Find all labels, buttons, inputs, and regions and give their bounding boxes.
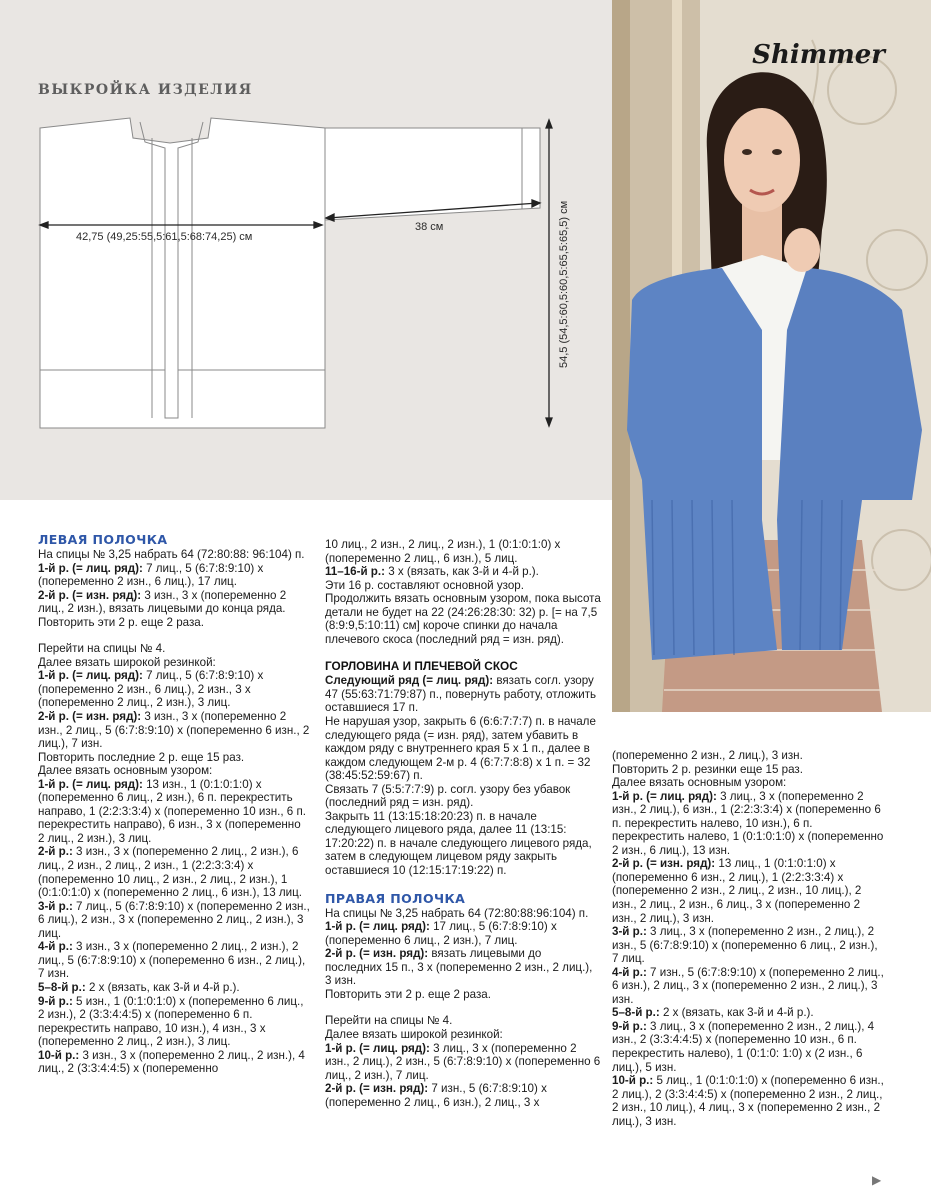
instruction-text: Далее вязать основным узором: <box>38 764 213 778</box>
instruction-paragraph <box>612 749 884 763</box>
instruction-text: 3 изн., 3 х (попеременно 2 лиц., 2 изн.), 4 лиц., 2 (3:3:4:4:5) х (попеременно <box>38 1048 305 1076</box>
instruction-text: 17 лиц., 5 (6:7:8:9:10) х (попеременно 6 лиц., 2 изн.), 7 лиц. <box>325 920 557 947</box>
instruction-text: Перейти на спицы № 4. <box>38 642 166 656</box>
instruction-text: 7 лиц., 5 (6:7:8:9:10) х (попеременно 2 изн., 6 лиц.), 2 изн., 3 х (попеременно 2 лиц., 2 изн.), 3 лиц. <box>38 669 264 710</box>
cardigan-schematic <box>0 0 612 500</box>
instruction-text: (попеременно 2 изн., 2 лиц.), 3 изн. <box>612 749 803 762</box>
instruction-paragraph <box>325 592 601 646</box>
paragraph-spacer <box>325 1001 601 1014</box>
row-label: 3-й р.: <box>612 925 647 939</box>
instruction-text: 3 лиц., 3 х (попеременно 2 изн., 2 лиц.), 2 изн., 5 (6:7:8:9:10) х (попеременно 6 лиц., 2 изн.), 7 лиц. <box>325 1041 601 1082</box>
instruction-paragraph <box>325 947 601 988</box>
row-label: 1-й р. (= лиц. ряд): <box>38 669 143 683</box>
instruction-paragraph <box>38 764 310 778</box>
instruction-text: 3 лиц., 3 х (попеременно 2 изн., 2 лиц.), 2 изн., 5 (6:7:8:9:10) х (попеременно 6 лиц., 2 изн.), 7 лиц. <box>612 925 878 966</box>
instruction-paragraph <box>325 1014 601 1028</box>
row-label: 4-й р.: <box>612 965 647 979</box>
instruction-text: 10 лиц., 2 изн., 2 лиц., 2 изн.), 1 (0:1:0:1:0) х (попеременно 2 лиц., 6 изн.), 5 лиц. <box>325 538 561 565</box>
instruction-paragraph <box>612 966 884 1007</box>
sleeve-dimension: 38 см <box>415 221 444 233</box>
instruction-text: Закрыть 11 (13:15:18:20:23) п. в начале следующего лицевого ряда, далее 11 (13:15: 17:20:22) п. в начале следующего лицевого ряда, затем в следующем лицевом ряду закрыть оставшиеся 10 (12:15:17:19:22) п. <box>325 809 592 878</box>
instruction-paragraph <box>325 579 601 593</box>
instruction-text: На спицы № 3,25 набрать 64 (72:80:88: 96:104) п. <box>38 548 305 561</box>
instruction-text: На спицы № 3,25 набрать 64 (72:80:88:96:104) п. <box>325 906 589 920</box>
row-label: 9-й р.: <box>612 1019 647 1033</box>
row-label: 1-й р. (= лиц. ряд): <box>612 789 717 803</box>
instruction-text: 7 изн., 5 (6:7:8:9:10) х (попеременно 2 лиц., 6 изн.), 2 лиц., 3 х (попеременно 2 изн., 2 лиц.), 3 изн. <box>612 965 884 1006</box>
row-label: 2-й р.: <box>38 845 73 859</box>
row-label: 2-й р. (= изн. ряд): <box>325 1082 429 1096</box>
row-label: 11–16-й р.: <box>325 565 385 579</box>
paragraph-spacer <box>38 629 310 642</box>
paragraph-spacer <box>325 878 601 891</box>
instruction-text: Повторить последние 2 р. еще 15 раз. <box>38 750 245 764</box>
row-label: 1-й р. (= лиц. ряд): <box>325 920 430 934</box>
instruction-paragraph <box>38 1049 310 1076</box>
instruction-text: Перейти на спицы № 4. <box>325 1014 453 1028</box>
instruction-text: Эти 16 р. составляют основной узор. <box>325 578 524 592</box>
row-label: 3-й р.: <box>38 899 73 913</box>
instruction-text: 2 х (вязать, как 3-й и 4-й р.). <box>85 980 240 994</box>
instruction-text: вязать согл. узору 47 (55:63:71:79:87) п., повернуть работу, отложить оставшиеся 17 п. <box>325 674 597 715</box>
length-dimension: 54,5 (54,5:60,5:60,5:65,5:65,5) см <box>558 200 570 368</box>
instruction-text: вязать лицевыми до последних 15 п., 3 х (попеременно 2 изн., 2 лиц.), 3 изн. <box>325 947 593 988</box>
instruction-paragraph <box>38 669 310 710</box>
row-label: 9-й р.: <box>38 994 73 1008</box>
instruction-paragraph <box>325 783 601 810</box>
schematic-title: ВЫКРОЙКА ИЗДЕЛИЯ <box>38 82 253 98</box>
instruction-paragraph <box>325 1042 601 1083</box>
row-label: Следующий ряд (= лиц. ряд): <box>325 674 494 688</box>
section-heading: ЛЕВАЯ ПОЛОЧКА <box>38 532 168 547</box>
instruction-paragraph <box>325 538 601 565</box>
instruction-paragraph <box>612 925 884 966</box>
instruction-text: 13 изн., 1 (0:1:0:1:0) х (попеременно 6 лиц., 2 изн.), 6 п. перекрестить направо, 1 (2:2:3:3:4) х (попеременно 10 изн., 6 п. перекрестить направо), 6 изн., 3 х (попеременно 2 лиц., 2 изн.), 3 лиц. <box>38 777 306 845</box>
instruction-paragraph <box>38 940 310 981</box>
instruction-text: Продолжить вязать основным узором, пока высота детали не будет на 22 (24:26:28:30: 32) р. [= на 7,5 (8:9:9,5:10:11) см] короче спинки до начала плечевого скоса (последний ряд = изн. ряд). <box>325 592 601 646</box>
instruction-paragraph <box>38 981 310 995</box>
instruction-text: Повторить 2 р. резинки еще 15 раз. <box>612 762 803 776</box>
instruction-text: 5 лиц., 1 (0:1:0:1:0) х (попеременно 6 изн., 2 лиц.), 2 (3:3:4:4:5) х (попеременно 2 изн., 2 лиц., 2 изн., 10 лиц.), 4 лиц., 3 х (попеременно 2 изн., 2 лиц.), 3 изн. <box>612 1074 884 1128</box>
instruction-paragraph <box>325 715 601 783</box>
instruction-paragraph <box>325 810 601 878</box>
instruction-paragraph <box>38 900 310 941</box>
instruction-text: 7 изн., 5 (6:7:8:9:10) х (попеременно 2 лиц., 6 изн.), 2 лиц., 3 х <box>325 1082 547 1109</box>
text-column-2 <box>325 538 601 1109</box>
instruction-paragraph <box>325 565 601 579</box>
instruction-paragraph <box>38 616 310 630</box>
instruction-text: 7 лиц., 5 (6:7:8:9:10) х (попеременно 2 изн., 6 лиц.), 17 лиц. <box>38 561 264 589</box>
instruction-text: Повторить эти 2 р. еще 2 раза. <box>325 987 491 1001</box>
instruction-text: Далее вязать широкой резинкой: <box>38 655 216 669</box>
next-page-arrow-icon: ▶ <box>872 1173 882 1187</box>
subsection-heading: ГОРЛОВИНА И ПЛЕЧЕВОЙ СКОС <box>325 659 518 674</box>
instruction-paragraph <box>38 751 310 765</box>
instruction-paragraph <box>612 776 884 790</box>
instruction-paragraph <box>325 674 601 715</box>
instruction-text: 3 лиц., 3 х (попеременно 2 изн., 2 лиц.), 4 изн., 2 (3:3:4:4:5) х (попеременно 10 изн., 6 п. перекрестить налево), 1 (0:1:0: 1:0) х (2 изн., 6 лиц.), 5 изн. <box>612 1019 875 1074</box>
model-photo <box>612 0 931 712</box>
row-label: 2-й р. (= изн. ряд): <box>38 710 142 724</box>
instruction-text: 2 х (вязать, как 3-й и 4-й р.). <box>659 1006 814 1020</box>
instruction-text: 3 х (вязать, как 3-й и 4-й р.). <box>384 565 539 579</box>
instruction-paragraph <box>612 1074 884 1128</box>
instruction-paragraph <box>612 1020 884 1074</box>
row-label: 2-й р. (= изн. ряд): <box>38 588 142 602</box>
instruction-paragraph <box>325 1082 601 1109</box>
instruction-text: Связать 7 (5:5:7:7:9) р. согл. узору без убавок (последний ряд = изн. ряд). <box>325 782 571 810</box>
instruction-paragraph <box>38 710 310 751</box>
instruction-paragraph <box>325 1028 601 1042</box>
row-label: 4-й р.: <box>38 940 73 954</box>
instruction-paragraph <box>325 907 601 921</box>
instruction-text: 3 изн., 3 х (попеременно 2 лиц., 2 изн.), 6 лиц., 2 изн., 2 лиц., 2 изн., 1 (2:2:3:3:4) х (попеременно 10 лиц., 2 изн., 2 лиц., 2 изн.), 1 (0:1:0:1:0) х (попеременно 2 лиц., 6 изн.), 13 лиц. <box>38 845 303 900</box>
text-column-1 <box>38 532 310 1076</box>
width-dimension: 42,75 (49,25:55,5:61,5:68:74,25) см <box>76 231 253 243</box>
instruction-text: 13 лиц., 1 (0:1:0:1:0) х (попеременно 6 изн., 2 лиц.), 1 (2:2:3:3:4) х (попеременно 2 изн., 2 лиц., 2 изн., 10 лиц.), 2 изн., 2 лиц., 2 изн., 6 лиц., 3 х (попеременно 2 изн., 2 лиц.), 3 изн. <box>612 857 862 925</box>
instruction-paragraph <box>38 548 310 562</box>
instruction-text: 3 лиц., 3 х (попеременно 2 изн., 2 лиц.), 6 изн., 1 (2:2:3:3:4) х (попеременно 6 п. перекрестить налево, 10 изн.), 6 п. перекрестить налево, 1 (0:1:0:1:0) х (попеременно 2 изн., 6 лиц.), 13 изн. <box>612 789 884 857</box>
row-label: 5–8-й р.: <box>612 1006 660 1020</box>
instruction-paragraph <box>612 790 884 858</box>
instruction-text: 3 изн., 3 х (попеременно 2 изн., 2 лиц., 5 (6:7:8:9:10) х (попеременно 6 изн., 2 лиц.), 7 изн. <box>38 710 310 751</box>
row-label: 10-й р.: <box>612 1074 654 1088</box>
text-column-3 <box>612 749 884 1128</box>
instruction-text: 3 изн., 3 х (попеременно 2 лиц., 2 изн.), вязать лицевыми до конца ряда. <box>38 588 287 616</box>
instruction-paragraph <box>38 656 310 670</box>
instruction-text: Не нарушая узор, закрыть 6 (6:6:7:7:7) п. в начале следующего ряда (= изн. ряд), затем убавить в каждом ряду с внутреннего края 5 х 1 п., далее в каждом следующем 2-м р. 4 (6:7:7:8:8) х 1 п. = 32 (38:45:52:59:67) п. <box>325 715 596 783</box>
row-label: 10-й р.: <box>38 1048 80 1062</box>
row-label: 2-й р. (= изн. ряд): <box>325 947 429 961</box>
instruction-text: Повторить эти 2 р. еще 2 раза. <box>38 615 204 629</box>
instruction-text: 3 изн., 3 х (попеременно 2 лиц., 2 изн.), 2 лиц., 5 (6:7:8:9:10) х (попеременно 6 изн., 2 лиц.), 7 изн. <box>38 940 306 981</box>
row-label: 5–8-й р.: <box>38 980 86 994</box>
instruction-paragraph <box>38 995 310 1049</box>
row-label: 1-й р. (= лиц. ряд): <box>38 561 143 575</box>
instruction-paragraph <box>325 920 601 947</box>
brand-name: Shimmer <box>752 40 885 70</box>
section-heading: ПРАВАЯ ПОЛОЧКА <box>325 890 466 906</box>
row-label: 2-й р. (= изн. ряд): <box>612 857 716 871</box>
instruction-paragraph <box>325 988 601 1002</box>
instruction-paragraph <box>612 857 884 925</box>
instruction-text: 5 изн., 1 (0:1:0:1:0) х (попеременно 6 лиц., 2 изн.), 2 (3:3:4:4:5) х (попеременно 6 п. перекрестить направо, 10 изн.), 4 изн., 3 х (попеременно 2 лиц., 2 изн.), 3 лиц. <box>38 994 304 1049</box>
paragraph-spacer <box>325 646 601 659</box>
instruction-text: Далее вязать широкой резинкой: <box>325 1027 503 1041</box>
instruction-paragraph <box>38 778 310 846</box>
instruction-paragraph <box>38 589 310 616</box>
row-label: 1-й р. (= лиц. ряд): <box>38 777 143 791</box>
instruction-paragraph <box>612 763 884 777</box>
instruction-text: Далее вязать основным узором: <box>612 776 787 790</box>
instruction-paragraph <box>38 562 310 589</box>
instruction-paragraph <box>38 642 310 656</box>
schematic-panel <box>0 0 612 500</box>
instruction-paragraph <box>612 1006 884 1020</box>
model-illustration <box>612 0 931 712</box>
instruction-text: 7 лиц., 5 (6:7:8:9:10) х (попеременно 2 изн., 6 лиц.), 2 изн., 3 х (попеременно 2 лиц., 2 изн.), 3 лиц. <box>38 899 310 940</box>
instruction-paragraph <box>38 845 310 899</box>
row-label: 1-й р. (= лиц. ряд): <box>325 1041 430 1055</box>
